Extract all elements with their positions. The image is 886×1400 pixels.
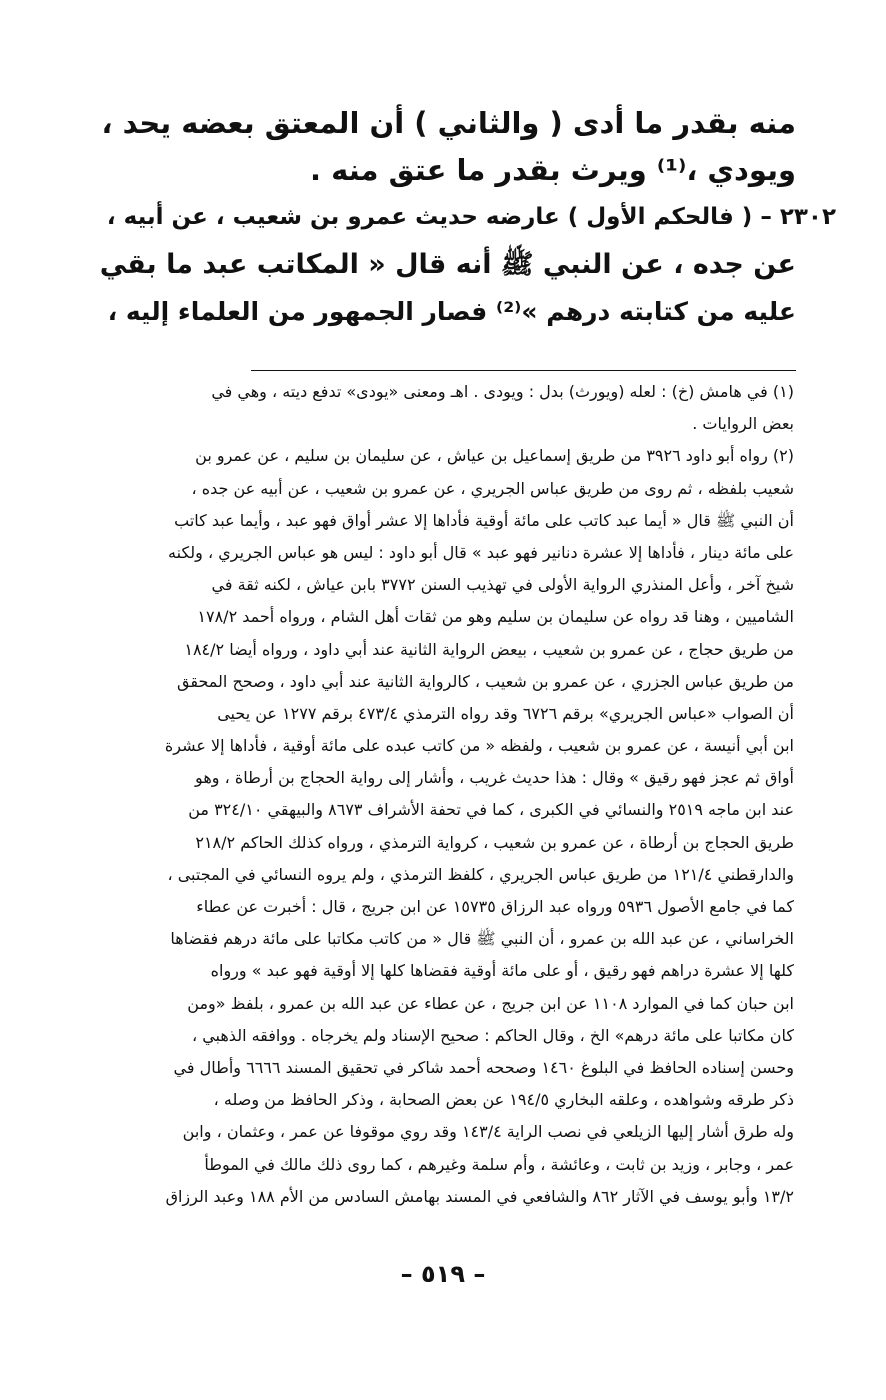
footnote-line: من طريق عباس الجزري ، عن عمرو بن شعيب ، كالرواية الثانية عند أبي داود ، وصحح المحقق [177,671,794,691]
footnote-line: (١) في هامش (خ) : لعله (ويورث) بدل : ويودى . اهـ ومعنى «يودى» تدفع ديته ، وهي في [211,382,794,401]
paragraph-number: ٢٣٠٢ – [760,204,836,230]
footnote-line: من طريق حجاج ، عن عمرو بن شعيب ، بيعض الرواية الثانية عند أبي داود ، ورواه أيضا ١٨٤/٢ [184,639,794,659]
page-number: – ٥١٩ – [400,1260,486,1288]
footnote-line: أن الصواب «عباس الجريري» برقم ٦٧٢٦ وقد رواه الترمذي ٤٧٣/٤ برقم ١٢٧٧ عن يحيى [217,703,794,723]
footnote-line: والدارقطني ١٢١/٤ من طريق عباس الجريري ، كلفظ الترمذي ، ولم يروه النسائي في المجتبى ، [167,864,794,884]
footnote-line: كما في جامع الأصول ٥٩٣٦ ورواه عبد الرزاق ١٥٧٣٥ عن ابن جريج ، قال : أخبرت عن عطاء [196,897,794,916]
footnotes [80,376,794,1213]
main-text-line: عن جده ، عن النبي ﷺ أنه قال « المكاتب عبد ما بقي [100,249,796,280]
main-text-line [100,194,836,241]
footnote-line: شعيب بلفظه ، ثم روى من طريق عباس الجريري ، عن عمرو بن شعيب ، عن أبيه عن جده ، [191,478,794,498]
footnote-line: (٢) رواه أبو داود ٣٩٢٦ من طريق إسماعيل بن عياش ، عن سليمان بن سليم ، عن عمرو بن [195,446,794,466]
footnote-line: على مائة دينار ، فأداها إلا عشرة دنانير فهو عبد » قال أبو داود : ليس هو عباس الجريري ، ولكنه [168,542,794,562]
footnote-line: ذكر طرقه وشواهده ، وعلقه البخاري ١٩٤/٥ عن بعض الصحابة ، وذكر الحافظ من وصله ، [213,1090,794,1110]
main-text [100,100,836,335]
footnote-line: الشاميين ، وهنا قد رواه عن سليمان بن سليم وهو من ثقات أهل الشام ، ورواه أحمد ١٧٨/٢ [197,607,794,627]
footnote-line: عمر ، وجابر ، وزيد بن ثابت ، وعائشة ، وأم سلمة وغيرهم ، كما روى ذلك مالك في الموطأ [204,1154,794,1174]
main-text-line: عليه من كتابته درهم »⁽²⁾ فصار الجمهور من العلماء إليه ، [107,297,796,326]
footnote-line: ١٣/٢ وأبو يوسف في الآثار ٨٦٢ والشافعي في المسند بهامش السادس من الأم ١٨٨ وعبد الرزاق [165,1186,794,1206]
main-text-line: ويودي ،⁽¹⁾ ويرث بقدر ما عتق منه . [310,153,796,187]
footnote-line: وله طرق أشار إليها الزيلعي في نصب الراية ١٤٣/٤ وقد روي موقوفا عن عمر ، وعثمان ، وابن [182,1122,794,1142]
footnote-line: طريق الحجاج بن أرطاة ، عن عمرو بن شعيب ، كرواية الترمذي ، ورواه كذلك الحاكم ٢١٨/٢ [195,832,794,852]
footnote-line: كان مكاتبا على مائة درهم» الخ ، وقال الحاكم : صحيح الإسناد ولم يخرجاه . ووافقه الذهبي ، [191,1025,794,1045]
footnote-line: أواق ثم عجز فهو رقيق » وقال : هذا حديث غريب ، وأشار إلى رواية الحجاج بن أرطاة ، وهو [195,768,794,788]
main-text-line-content: ( فالحكم الأول ) عارضه حديث عمرو بن شعيب ، عن أبيه ، [106,204,753,230]
footnote-line: ابن أبي أنيسة ، عن عمرو بن شعيب ، ولفظه « من كاتب عبده على مائة أوقية ، فأداها إلا عشرة [164,736,794,756]
footnote-separator [251,370,796,371]
footnote-line: وحسن إسناده الحافظ في البلوغ ١٤٦٠ وصححه أحمد شاكر في تحقيق المسند ٦٦٦٦ وأطال في [173,1057,794,1077]
footnote-line: شيخ آخر ، وأعل المنذري الرواية الأولى في تهذيب السنن ٣٧٧٢ بابن عياش ، لكنه ثقة في [211,575,794,595]
footnote-line: الخراساني ، عن عبد الله بن عمرو ، أن النبي ﷺ قال « من كاتب مكاتبا على مائة درهم فقضاها [170,929,794,949]
footnote-line: كلها إلا عشرة دراهم فهو رقيق ، أو على مائة أوقية فقضاها كلها إلا أوقية فهو عبد » ورواه [210,961,794,981]
main-text-line: منه بقدر ما أدى ( والثاني ) أن المعتق بعضه يحد ، [101,106,796,140]
footnote-line: عند ابن ماجه ٢٥١٩ والنسائي في الكبرى ، كما في تحفة الأشراف ٨٦٧٣ والبيهقي ٣٢٤/١٠ من [188,800,794,820]
footnote-line: ابن حبان كما في الموارد ١١٠٨ عن ابن جريج ، عن عطاء عن عبد الله بن عمرو ، بلفظ «ومن [187,993,794,1013]
footnote-line: بعض الروايات . [692,414,794,434]
footnote-line: أن النبي ﷺ قال « أيما عبد كاتب على مائة أوقية فأداها إلا عشر أواق فهو عبد ، وأيما عبد كاتب [174,510,794,530]
